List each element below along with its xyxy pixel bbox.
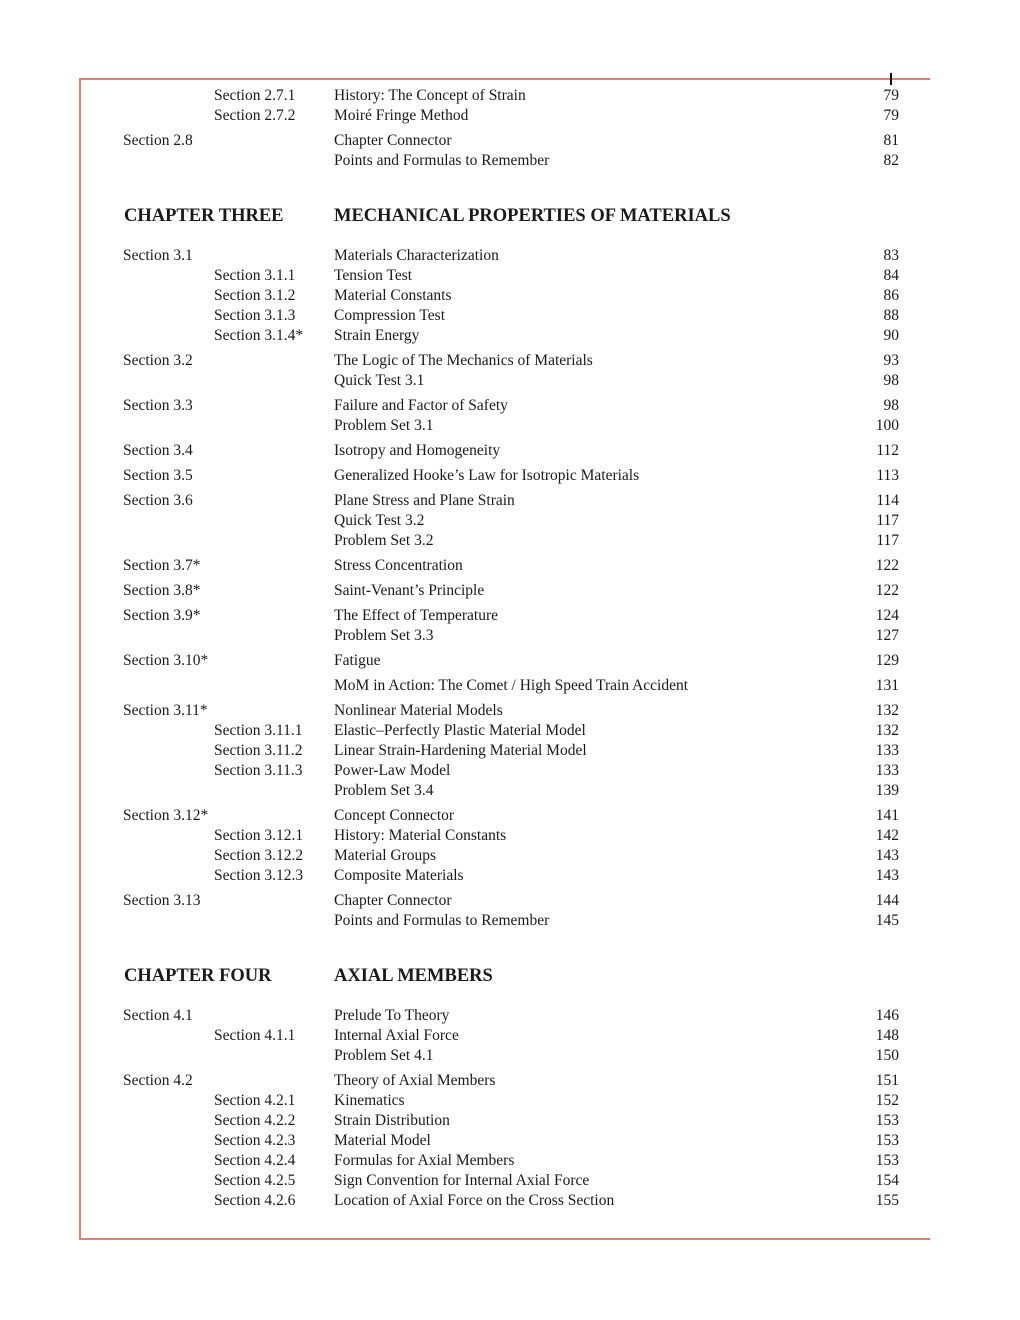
- toc-page-number: 153: [875, 1152, 899, 1169]
- toc-entry[interactable]: [0, 286, 1020, 306]
- toc-page-number: 154: [875, 1172, 899, 1189]
- toc-page-number: 90: [883, 327, 899, 344]
- toc-page-number: 122: [875, 557, 899, 574]
- toc-entry[interactable]: [0, 826, 1020, 846]
- toc-entry-title: Points and Formulas to Remember: [334, 152, 550, 169]
- toc-subsection-number: Section 3.12.1: [214, 827, 304, 844]
- toc-subsection-number: Section 4.2.6: [214, 1192, 296, 1209]
- toc-entry[interactable]: [0, 626, 1020, 646]
- toc-entry[interactable]: [0, 1091, 1020, 1111]
- toc-entry-title: Sign Convention for Internal Axial Force: [334, 1172, 590, 1189]
- toc-page-number: 143: [875, 867, 899, 884]
- toc-entry-title: Points and Formulas to Remember: [334, 912, 550, 929]
- toc-section-number: Section 3.2: [123, 352, 193, 369]
- toc-page-number: 79: [883, 107, 899, 124]
- toc-entry[interactable]: [0, 761, 1020, 781]
- toc-page-number: 100: [875, 417, 899, 434]
- toc-entry-title: Linear Strain-Hardening Material Model: [334, 742, 587, 759]
- toc-entry[interactable]: [0, 151, 1020, 171]
- toc-subsection-number: Section 3.11.2: [214, 742, 303, 759]
- toc-entry-title: MoM in Action: The Comet / High Speed Train Accident: [334, 677, 689, 694]
- toc-entry[interactable]: [0, 491, 1020, 511]
- toc-entry-title: Problem Set 3.1: [334, 417, 434, 434]
- toc-page-number: 131: [875, 677, 899, 694]
- toc-entry-title: Strain Energy: [334, 327, 420, 344]
- toc-entry[interactable]: [0, 1171, 1020, 1191]
- toc-entry[interactable]: [0, 351, 1020, 371]
- toc-entry[interactable]: [0, 741, 1020, 761]
- toc-entry[interactable]: [0, 891, 1020, 911]
- toc-entry[interactable]: [0, 511, 1020, 531]
- toc-entry[interactable]: [0, 531, 1020, 551]
- toc-page-number: 117: [876, 532, 899, 549]
- toc-entry-title: Saint-Venant’s Principle: [334, 582, 485, 599]
- toc-page-number: 81: [883, 132, 899, 149]
- toc-entry[interactable]: [0, 86, 1020, 106]
- toc-entry[interactable]: [0, 1111, 1020, 1131]
- toc-entry[interactable]: [0, 866, 1020, 886]
- toc-page-number: 113: [876, 467, 899, 484]
- toc-section-number: Section 3.12*: [123, 807, 209, 824]
- toc-entry-title: Generalized Hooke’s Law for Isotropic Materials: [334, 467, 640, 484]
- toc-section-number: Section 3.13: [123, 892, 201, 909]
- toc-page-number: 148: [875, 1027, 899, 1044]
- toc-entry-title: Failure and Factor of Safety: [334, 397, 508, 414]
- toc-page-number: 153: [875, 1132, 899, 1149]
- toc-entry-title: Kinematics: [334, 1092, 405, 1109]
- toc-page-number: 93: [883, 352, 899, 369]
- toc-section-number: Section 3.11*: [123, 702, 208, 719]
- toc-entry[interactable]: [0, 371, 1020, 391]
- toc-page-number: 84: [883, 267, 899, 284]
- toc-page-number: 98: [883, 397, 899, 414]
- toc-entry[interactable]: [0, 306, 1020, 326]
- toc-entry-title: Quick Test 3.1: [334, 372, 425, 389]
- toc-entry-title: The Logic of The Mechanics of Materials: [334, 352, 593, 369]
- toc-page-number: 129: [875, 652, 899, 669]
- page-frame-top-border: [80, 78, 930, 80]
- toc-entry-title: Internal Axial Force: [334, 1027, 459, 1044]
- toc-page-number: 98: [883, 372, 899, 389]
- toc-entry-title: Material Constants: [334, 287, 452, 304]
- toc-section-number: Section 4.2: [123, 1072, 193, 1089]
- toc-entry-title: Quick Test 3.2: [334, 512, 425, 529]
- toc-subsection-number: Section 4.2.3: [214, 1132, 296, 1149]
- toc-entry[interactable]: [0, 911, 1020, 931]
- toc-subsection-number: Section 3.1.3: [214, 307, 296, 324]
- toc-entry[interactable]: [0, 1191, 1020, 1211]
- toc-entry[interactable]: [0, 246, 1020, 266]
- toc-entry[interactable]: [0, 131, 1020, 151]
- toc-entry-title: Chapter Connector: [334, 132, 452, 149]
- toc-page-number: 142: [875, 827, 899, 844]
- toc-entry-title: History: Material Constants: [334, 827, 507, 844]
- toc-section-number: Section 3.6: [123, 492, 193, 509]
- toc-entry[interactable]: [0, 556, 1020, 576]
- toc-entry-title: Tension Test: [334, 267, 413, 284]
- chapter-heading[interactable]: [0, 964, 1020, 988]
- toc-section-number: Section 3.9*: [123, 607, 201, 624]
- toc-page-number: 146: [875, 1007, 899, 1024]
- toc-entry-title: Prelude To Theory: [334, 1007, 450, 1024]
- toc-entry-title: Concept Connector: [334, 807, 455, 824]
- toc-entry-title: Material Groups: [334, 847, 437, 864]
- toc-page-number: 112: [876, 442, 899, 459]
- toc-page-number: 127: [875, 627, 899, 644]
- toc-entry-title: Nonlinear Material Models: [334, 702, 503, 719]
- chapter-title: AXIAL MEMBERS: [334, 966, 493, 986]
- toc-entry-title: Formulas for Axial Members: [334, 1152, 515, 1169]
- toc-entry[interactable]: [0, 606, 1020, 626]
- toc-entry-title: Fatigue: [334, 652, 381, 669]
- toc-subsection-number: Section 3.1.1: [214, 267, 296, 284]
- toc-section-number: Section 3.1: [123, 247, 193, 264]
- toc-entry-title: Isotropy and Homogeneity: [334, 442, 501, 459]
- toc-subsection-number: Section 3.1.2: [214, 287, 296, 304]
- toc-page-number: 141: [875, 807, 899, 824]
- toc-entry-title: Material Model: [334, 1132, 431, 1149]
- toc-page-number: 144: [875, 892, 899, 909]
- chapter-label: CHAPTER FOUR: [124, 966, 272, 986]
- toc-entry[interactable]: [0, 806, 1020, 826]
- toc-entry-title: Strain Distribution: [334, 1112, 450, 1129]
- toc-subsection-number: Section 3.11.1: [214, 722, 303, 739]
- toc-page-number: 124: [875, 607, 899, 624]
- toc-subsection-number: Section 3.12.3: [214, 867, 304, 884]
- toc-entry-title: Power-Law Model: [334, 762, 451, 779]
- toc-entry-title: Theory of Axial Members: [334, 1072, 496, 1089]
- page-frame-bottom-border: [80, 1238, 930, 1240]
- toc-page-number: 152: [875, 1092, 899, 1109]
- toc-entry-title: Problem Set 3.4: [334, 782, 434, 799]
- toc-subsection-number: Section 3.12.2: [214, 847, 304, 864]
- toc-subsection-number: Section 4.1.1: [214, 1027, 296, 1044]
- toc-page-number: 117: [876, 512, 899, 529]
- toc-entry[interactable]: [0, 416, 1020, 436]
- toc-section-number: Section 3.7*: [123, 557, 201, 574]
- toc-page-number: 122: [875, 582, 899, 599]
- crop-mark: [890, 73, 892, 85]
- toc-entry-title: Location of Axial Force on the Cross Section: [334, 1192, 615, 1209]
- toc-section-number: Section 2.8: [123, 132, 193, 149]
- toc-entry[interactable]: [0, 396, 1020, 416]
- toc-entry-title: Plane Stress and Plane Strain: [334, 492, 515, 509]
- toc-page-number: 133: [875, 742, 899, 759]
- toc-page-number: 151: [875, 1072, 899, 1089]
- toc-entry-title: Elastic–Perfectly Plastic Material Model: [334, 722, 586, 739]
- toc-page-number: 86: [883, 287, 899, 304]
- toc-page-number: 132: [875, 722, 899, 739]
- toc-subsection-number: Section 2.7.1: [214, 87, 296, 104]
- chapter-heading[interactable]: [0, 204, 1020, 228]
- toc-entry[interactable]: [0, 326, 1020, 346]
- toc-entry[interactable]: [0, 581, 1020, 601]
- toc-section-number: Section 3.3: [123, 397, 193, 414]
- toc-entry-title: Problem Set 3.2: [334, 532, 434, 549]
- toc-entry[interactable]: [0, 1046, 1020, 1066]
- toc-page-number: 145: [875, 912, 899, 929]
- toc-page-number: 83: [883, 247, 899, 264]
- toc-entry-title: Moiré Fringe Method: [334, 107, 469, 124]
- toc-page-number: 155: [875, 1192, 899, 1209]
- toc-entry[interactable]: [0, 1026, 1020, 1046]
- toc-subsection-number: Section 4.2.2: [214, 1112, 296, 1129]
- toc-page-number: 132: [875, 702, 899, 719]
- toc-page-number: 143: [875, 847, 899, 864]
- toc-section-number: Section 3.5: [123, 467, 193, 484]
- toc-entry[interactable]: [0, 676, 1020, 696]
- toc-entry[interactable]: [0, 701, 1020, 721]
- toc-entry-title: History: The Concept of Strain: [334, 87, 526, 104]
- toc-entry[interactable]: [0, 1071, 1020, 1091]
- toc-entry-title: The Effect of Temperature: [334, 607, 499, 624]
- toc-entry[interactable]: [0, 441, 1020, 461]
- toc-entry[interactable]: [0, 266, 1020, 286]
- toc-subsection-number: Section 4.2.5: [214, 1172, 296, 1189]
- toc-page-number: 114: [876, 492, 899, 509]
- toc-entry[interactable]: [0, 846, 1020, 866]
- toc-entry[interactable]: [0, 1151, 1020, 1171]
- toc-entry[interactable]: [0, 106, 1020, 126]
- toc-page-number: 150: [875, 1047, 899, 1064]
- toc-page-number: 79: [883, 87, 899, 104]
- toc-entry-title: Composite Materials: [334, 867, 464, 884]
- toc-entry-title: Stress Concentration: [334, 557, 463, 574]
- chapter-title: MECHANICAL PROPERTIES OF MATERIALS: [334, 206, 731, 226]
- toc-page-number: 88: [883, 307, 899, 324]
- toc-subsection-number: Section 4.2.4: [214, 1152, 296, 1169]
- toc-entry-title: Compression Test: [334, 307, 446, 324]
- toc-entry[interactable]: [0, 781, 1020, 801]
- chapter-label: CHAPTER THREE: [124, 206, 284, 226]
- toc-page-number: 82: [883, 152, 899, 169]
- toc-entry-title: Problem Set 3.3: [334, 627, 434, 644]
- toc-subsection-number: Section 3.11.3: [214, 762, 303, 779]
- toc-entry[interactable]: [0, 1006, 1020, 1026]
- toc-entry[interactable]: [0, 721, 1020, 741]
- toc-subsection-number: Section 4.2.1: [214, 1092, 296, 1109]
- toc-entry-title: Problem Set 4.1: [334, 1047, 434, 1064]
- toc-page-number: 133: [875, 762, 899, 779]
- toc-section-number: Section 3.10*: [123, 652, 209, 669]
- toc-section-number: Section 4.1: [123, 1007, 193, 1024]
- toc-entry-title: Materials Characterization: [334, 247, 499, 264]
- toc-entry-title: Chapter Connector: [334, 892, 452, 909]
- toc-section-number: Section 3.8*: [123, 582, 201, 599]
- toc-entry[interactable]: [0, 466, 1020, 486]
- toc-entry[interactable]: [0, 1131, 1020, 1151]
- toc-page-number: 139: [875, 782, 899, 799]
- toc-section-number: Section 3.4: [123, 442, 193, 459]
- toc-page-number: 153: [875, 1112, 899, 1129]
- toc-subsection-number: Section 3.1.4*: [214, 327, 304, 344]
- toc-entry[interactable]: [0, 651, 1020, 671]
- toc-subsection-number: Section 2.7.2: [214, 107, 296, 124]
